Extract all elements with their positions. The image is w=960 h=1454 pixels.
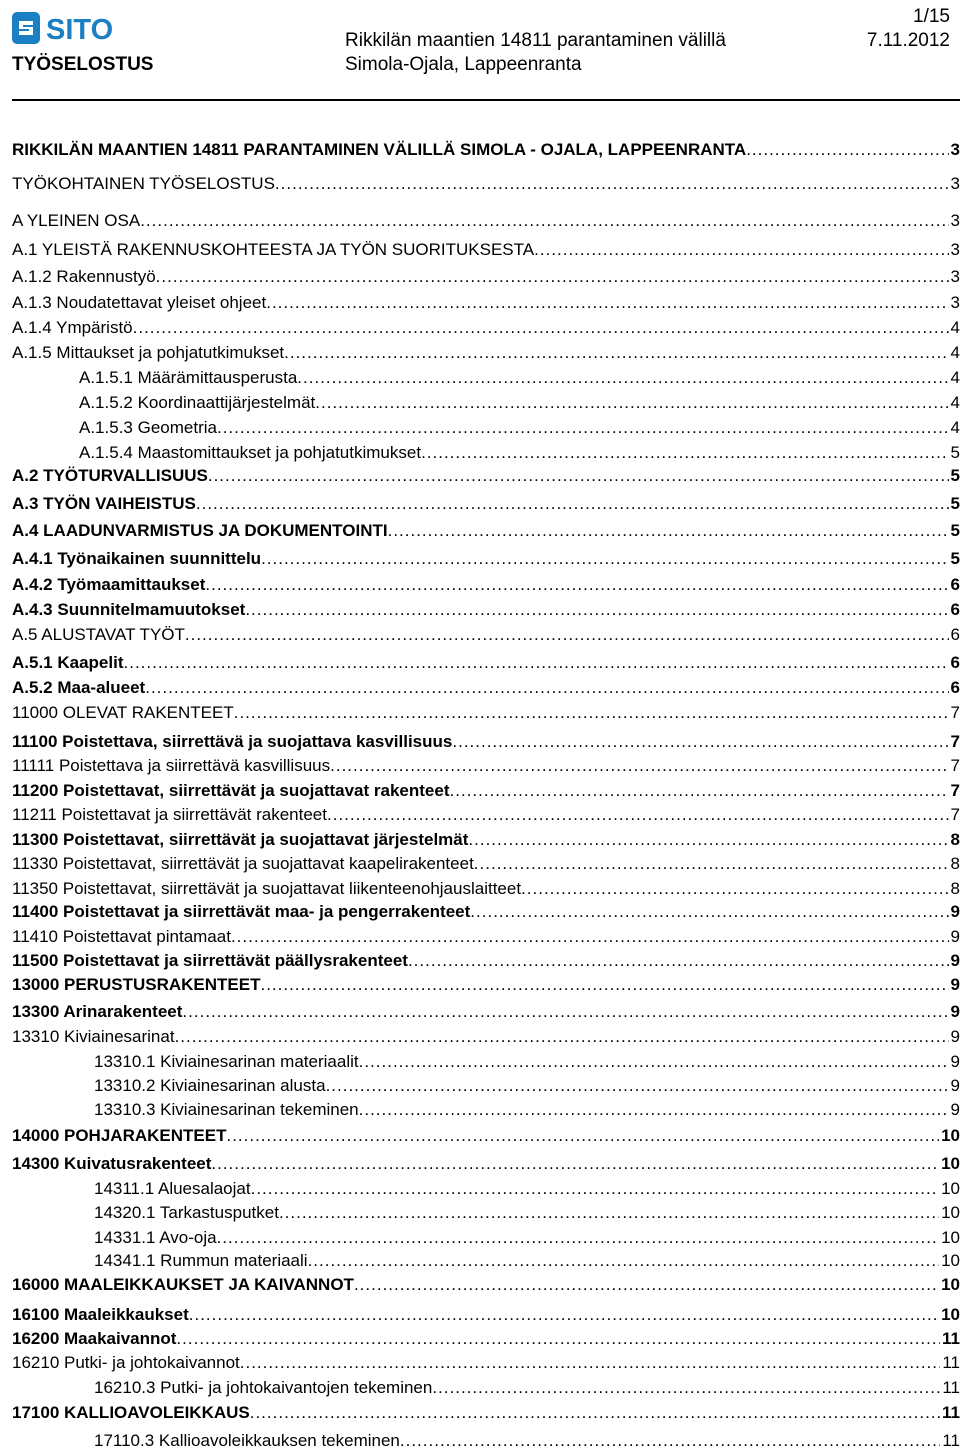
toc-entry-title: 11211 Poistettavat ja siirrettävät rakenteet (12, 805, 327, 824)
toc-entry-title: A.1.4 Ympäristö (12, 318, 133, 337)
toc-entry-title: 16000 MAALEIKKAUKSET JA KAIVANNOT (12, 1275, 354, 1294)
toc-entry-title: A.1.5.4 Maastomittaukset ja pohjatutkimukset (79, 443, 422, 462)
sito-logo (12, 12, 147, 44)
header-divider (12, 99, 960, 101)
toc-dot-leader (211, 1154, 939, 1174)
page-header (0, 0, 960, 100)
toc-dot-leader (208, 466, 949, 486)
toc-dot-leader (315, 393, 948, 413)
toc-entry[interactable] (12, 598, 960, 620)
toc-entry-title: A.1.5.2 Koordinaattijärjestelmät (79, 393, 316, 412)
toc-entry[interactable] (12, 1025, 960, 1047)
toc-entry-page: 9 (950, 1076, 960, 1095)
toc-entry-page: 6 (950, 678, 960, 697)
toc-entry-title: 14300 Kuivatusrakenteet (12, 1154, 212, 1173)
toc-entry-page: 10 (941, 1275, 960, 1294)
toc-entry-title: A.5.2 Maa-alueet (12, 678, 146, 697)
toc-entry[interactable] (12, 1303, 960, 1325)
toc-entry-title: 16210.3 Putki- ja johtokaivantojen tekeminen (94, 1378, 433, 1397)
toc-dot-leader (234, 703, 949, 723)
toc-entry[interactable] (94, 1177, 960, 1199)
toc-entry-title: 11330 Poistettavat, siirrettävät ja suojattavat kaapelirakenteet (12, 854, 474, 873)
toc-entry-page: 6 (950, 600, 960, 619)
document-date: 7.11.2012 (866, 30, 950, 51)
toc-dot-leader (408, 951, 949, 971)
toc-entry-page: 11 (942, 1378, 960, 1397)
toc-dot-leader (176, 1329, 940, 1349)
toc-entry-title: 11000 OLEVAT RAKENTEET (12, 703, 234, 722)
toc-dot-leader (145, 678, 948, 698)
toc-entry[interactable] (12, 547, 960, 569)
toc-dot-leader (124, 653, 949, 673)
toc-dot-leader (388, 521, 949, 541)
toc-entry-title: A.1.2 Rakennustyö (12, 267, 156, 286)
toc-entry-title: A.1.5.1 Määrämittausperusta (79, 368, 298, 387)
toc-entry[interactable] (12, 573, 960, 595)
toc-entry-title: 14000 POHJARAKENTEET (12, 1126, 227, 1145)
toc-entry-title: 14331.1 Avo-oja (94, 1228, 217, 1247)
toc-entry[interactable] (12, 265, 960, 287)
toc-entry-title: 11500 Poistettavat ja siirrettävät päällysrakenteet (12, 951, 408, 970)
toc-entry-title: A.1.3 Noudatettavat yleiset ohjeet (12, 293, 267, 312)
page-number: 1/15 (913, 6, 950, 27)
toc-entry-page: 10 (941, 1179, 960, 1198)
toc-entry-title: 11111 Poistettava ja siirrettävä kasvillisuus (12, 756, 331, 775)
toc-entry[interactable] (12, 1152, 960, 1174)
toc-entry-title: 11400 Poistettavat ja siirrettävät maa- ja pengerrakenteet (12, 902, 471, 921)
toc-entry-page: 5 (950, 443, 960, 462)
toc-entry-title: 13310.2 Kiviainesarinan alusta (94, 1076, 326, 1095)
toc-entry-page: 5 (950, 521, 960, 540)
toc-dot-leader (185, 625, 949, 645)
toc-dot-leader (245, 600, 948, 620)
toc-entry-page: 10 (941, 1251, 960, 1270)
toc-dot-leader (133, 318, 949, 338)
toc-entry-page: 9 (950, 1100, 960, 1119)
toc-entry[interactable] (12, 623, 960, 645)
toc-entry-page: 4 (950, 393, 960, 412)
toc-entry-page: 9 (950, 927, 960, 946)
toc-entry-title: 13310 Kiviainesarinat (12, 1027, 175, 1046)
toc-entry-page: 9 (950, 951, 960, 970)
toc-entry-page: 5 (950, 466, 960, 485)
toc-entry-page: 3 (950, 140, 960, 159)
toc-entry-title: 13310.1 Kiviainesarinan materiaalit (94, 1052, 359, 1071)
toc-entry[interactable] (12, 341, 960, 363)
svg-text:SITO: SITO (46, 14, 114, 44)
toc-dot-leader (251, 1179, 939, 1199)
toc-dot-leader (217, 418, 949, 438)
toc-entry[interactable] (12, 676, 960, 698)
toc-entry-title: 14311.1 Aluesalaojat (94, 1179, 251, 1198)
toc-entry-title: 11410 Poistettavat pintamaat (12, 927, 231, 946)
toc-entry[interactable] (12, 1351, 960, 1373)
toc-entry[interactable] (12, 1273, 960, 1295)
toc-dot-leader (196, 494, 949, 514)
toc-dot-leader (266, 293, 948, 313)
toc-entry-title: 16210 Putki- ja johtokaivannot (12, 1353, 240, 1372)
toc-entry[interactable] (12, 925, 960, 947)
toc-entry[interactable] (79, 441, 960, 463)
toc-entry-title: A.4.1 Työnaikainen suunnittelu (12, 549, 262, 568)
toc-entry-page: 5 (950, 549, 960, 568)
toc-dot-leader (474, 854, 949, 874)
toc-entry-page: 4 (950, 368, 960, 387)
toc-entry-title: 14341.1 Rummun materiaali (94, 1251, 308, 1270)
toc-entry-title: A.1 YLEISTÄ RAKENNUSKOHTEESTA JA TYÖN SUORITUKSESTA (12, 240, 535, 259)
toc-entry[interactable] (94, 1249, 960, 1271)
toc-entry-title: 11200 Poistettavat, siirrettävät ja suojattavat rakenteet (12, 781, 450, 800)
toc-dot-leader (279, 1203, 939, 1223)
toc-entry-title: 11300 Poistettavat, siirrettävät ja suojattavat järjestelmät (12, 830, 469, 849)
toc-entry[interactable] (12, 949, 960, 971)
toc-entry-title: RIKKILÄN MAANTIEN 14811 PARANTAMINEN VÄLILLÄ SIMOLA - OJALA, LAPPEENRANTA (12, 140, 747, 159)
toc-dot-leader (354, 1275, 939, 1295)
toc-dot-leader (400, 1431, 940, 1451)
toc-dot-leader (432, 1378, 940, 1398)
toc-entry-title: A.2 TYÖTURVALLISUUS (12, 466, 208, 485)
toc-entry[interactable] (12, 464, 960, 486)
toc-entry[interactable] (12, 1124, 960, 1146)
toc-entry-title: 17110.3 Kallioavoleikkauksen tekeminen (94, 1431, 400, 1450)
toc-entry[interactable] (12, 730, 960, 752)
toc-entry-page: 9 (950, 1002, 960, 1021)
toc-entry-title: 11100 Poistettava, siirrettävä ja suojattava kasvillisuus (12, 732, 453, 751)
toc-entry-title: A.1.5.3 Geometria (79, 418, 217, 437)
toc-entry-page: 7 (950, 703, 960, 722)
toc-entry-title: A.5.1 Kaapelit (12, 653, 124, 672)
toc-dot-leader (359, 1100, 949, 1120)
toc-entry[interactable] (94, 1098, 960, 1120)
toc-entry-page: 3 (950, 293, 960, 312)
toc-entry-title: 16200 Maakaivannot (12, 1329, 177, 1348)
toc-entry[interactable] (94, 1429, 960, 1451)
toc-entry-title: 13300 Arinarakenteet (12, 1002, 183, 1021)
toc-entry[interactable] (12, 172, 960, 194)
toc-entry[interactable] (94, 1201, 960, 1223)
toc-dot-leader (470, 902, 948, 922)
toc-entry-title: A.5 ALUSTAVAT TYÖT (12, 625, 185, 644)
toc-entry-page: 10 (941, 1203, 960, 1222)
toc-entry[interactable] (12, 238, 960, 260)
toc-dot-leader (421, 443, 948, 463)
toc-entry-title: A YLEINEN OSA (12, 211, 141, 230)
toc-entry[interactable] (12, 519, 960, 541)
toc-entry[interactable] (12, 291, 960, 313)
toc-entry[interactable] (12, 779, 960, 801)
toc-entry[interactable] (12, 754, 960, 776)
toc-entry-title: A.4.2 Työmaamittaukset (12, 575, 206, 594)
project-location: Simola-Ojala, Lappeenranta (345, 54, 582, 75)
document-type: TYÖSELOSTUS (12, 54, 154, 75)
toc-entry-title: TYÖKOHTAINEN TYÖSELOSTUS (12, 174, 275, 193)
toc-entry[interactable] (79, 366, 960, 388)
toc-dot-leader (250, 1403, 940, 1423)
toc-entry-page: 9 (950, 1052, 960, 1071)
toc-entry-title: 13310.3 Kiviainesarinan tekeminen (94, 1100, 359, 1119)
toc-entry[interactable] (79, 416, 960, 438)
toc-entry[interactable] (12, 209, 960, 231)
toc-entry-page: 5 (950, 494, 960, 513)
toc-dot-leader (452, 732, 948, 752)
toc-entry-page: 7 (950, 781, 960, 800)
toc-entry-title: 13000 PERUSTUSRAKENTEET (12, 975, 261, 994)
toc-dot-leader (189, 1305, 939, 1325)
toc-entry[interactable] (12, 316, 960, 338)
toc-entry[interactable] (79, 391, 960, 413)
toc-dot-leader (308, 1251, 940, 1271)
toc-entry-page: 3 (950, 267, 960, 286)
toc-entry-page: 3 (950, 174, 960, 193)
toc-dot-leader (275, 174, 949, 194)
toc-entry-page: 11 (942, 1353, 960, 1372)
toc-entry-page: 6 (950, 625, 960, 644)
toc-entry-title: A.4.3 Suunnitelmamuutokset (12, 600, 246, 619)
toc-dot-leader (182, 1002, 948, 1022)
toc-entry-page: 8 (950, 879, 960, 898)
toc-dot-leader (175, 1027, 949, 1047)
toc-entry-page: 4 (950, 418, 960, 437)
toc-dot-leader (359, 1052, 949, 1072)
toc-dot-leader (534, 240, 948, 260)
toc-entry-page: 9 (950, 975, 960, 994)
toc-entry[interactable] (12, 1000, 960, 1022)
toc-dot-leader (226, 1126, 939, 1146)
toc-dot-leader (140, 211, 948, 231)
toc-entry-page: 11 (942, 1403, 960, 1422)
toc-entry[interactable] (12, 138, 960, 160)
toc-entry[interactable] (94, 1050, 960, 1072)
toc-entry-title: A.4 LAADUNVARMISTUS JA DOKUMENTOINTI (12, 521, 388, 540)
toc-entry-page: 3 (950, 240, 960, 259)
toc-dot-leader (231, 927, 949, 947)
toc-dot-leader (450, 781, 949, 801)
toc-entry-page: 11 (942, 1431, 960, 1450)
project-title: Rikkilän maantien 14811 parantaminen välillä (345, 30, 726, 51)
toc-dot-leader (746, 140, 948, 160)
toc-dot-leader (521, 879, 948, 899)
toc-entry-title: 11350 Poistettavat, siirrettävät ja suojattavat liikenteenohjauslaitteet (12, 879, 522, 898)
toc-dot-leader (205, 575, 948, 595)
toc-dot-leader (297, 368, 948, 388)
toc-dot-leader (468, 830, 948, 850)
toc-entry-page: 3 (950, 211, 960, 230)
toc-dot-leader (284, 343, 948, 363)
toc-entry[interactable] (12, 1327, 960, 1349)
toc-entry-page: 10 (941, 1228, 960, 1247)
toc-entry-title: 17100 KALLIOAVOLEIKKAUS (12, 1403, 250, 1422)
toc-dot-leader (217, 1228, 940, 1248)
toc-entry[interactable] (12, 803, 960, 825)
toc-entry-title: A.1.5 Mittaukset ja pohjatutkimukset (12, 343, 285, 362)
toc-entry[interactable] (94, 1376, 960, 1398)
toc-entry-page: 10 (941, 1126, 960, 1145)
toc-entry[interactable] (94, 1074, 960, 1096)
toc-dot-leader (326, 1076, 949, 1096)
toc-entry[interactable] (12, 828, 960, 850)
toc-entry[interactable] (12, 701, 960, 723)
toc-dot-leader (330, 756, 948, 776)
toc-entry-page: 10 (941, 1154, 960, 1173)
toc-dot-leader (327, 805, 949, 825)
toc-dot-leader (260, 975, 948, 995)
toc-entry-title: 16100 Maaleikkaukset (12, 1305, 189, 1324)
toc-entry-page: 4 (950, 343, 960, 362)
toc-entry-page: 6 (950, 653, 960, 672)
toc-entry-page: 11 (942, 1329, 960, 1348)
toc-entry-page: 7 (950, 732, 960, 751)
toc-entry[interactable] (12, 492, 960, 514)
toc-entry-page: 6 (950, 575, 960, 594)
toc-entry-page: 7 (950, 805, 960, 824)
toc-entry[interactable] (12, 852, 960, 874)
toc-dot-leader (156, 267, 949, 287)
toc-dot-leader (261, 549, 948, 569)
toc-entry[interactable] (12, 877, 960, 899)
toc-entry-page: 9 (950, 1027, 960, 1046)
toc-entry[interactable] (12, 900, 960, 922)
toc-entry-page: 8 (950, 854, 960, 873)
toc-entry[interactable] (94, 1226, 960, 1248)
toc-entry-page: 10 (941, 1305, 960, 1324)
toc-entry-title: A.3 TYÖN VAIHEISTUS (12, 494, 196, 513)
toc-entry[interactable] (12, 1401, 960, 1423)
toc-entry-page: 9 (950, 902, 960, 921)
toc-entry-page: 8 (950, 830, 960, 849)
toc-dot-leader (240, 1353, 941, 1373)
toc-entry[interactable] (12, 651, 960, 673)
toc-entry[interactable] (12, 973, 960, 995)
toc-entry-title: 14320.1 Tarkastusputket (94, 1203, 279, 1222)
toc-entry-page: 7 (950, 756, 960, 775)
toc-entry-page: 4 (950, 318, 960, 337)
